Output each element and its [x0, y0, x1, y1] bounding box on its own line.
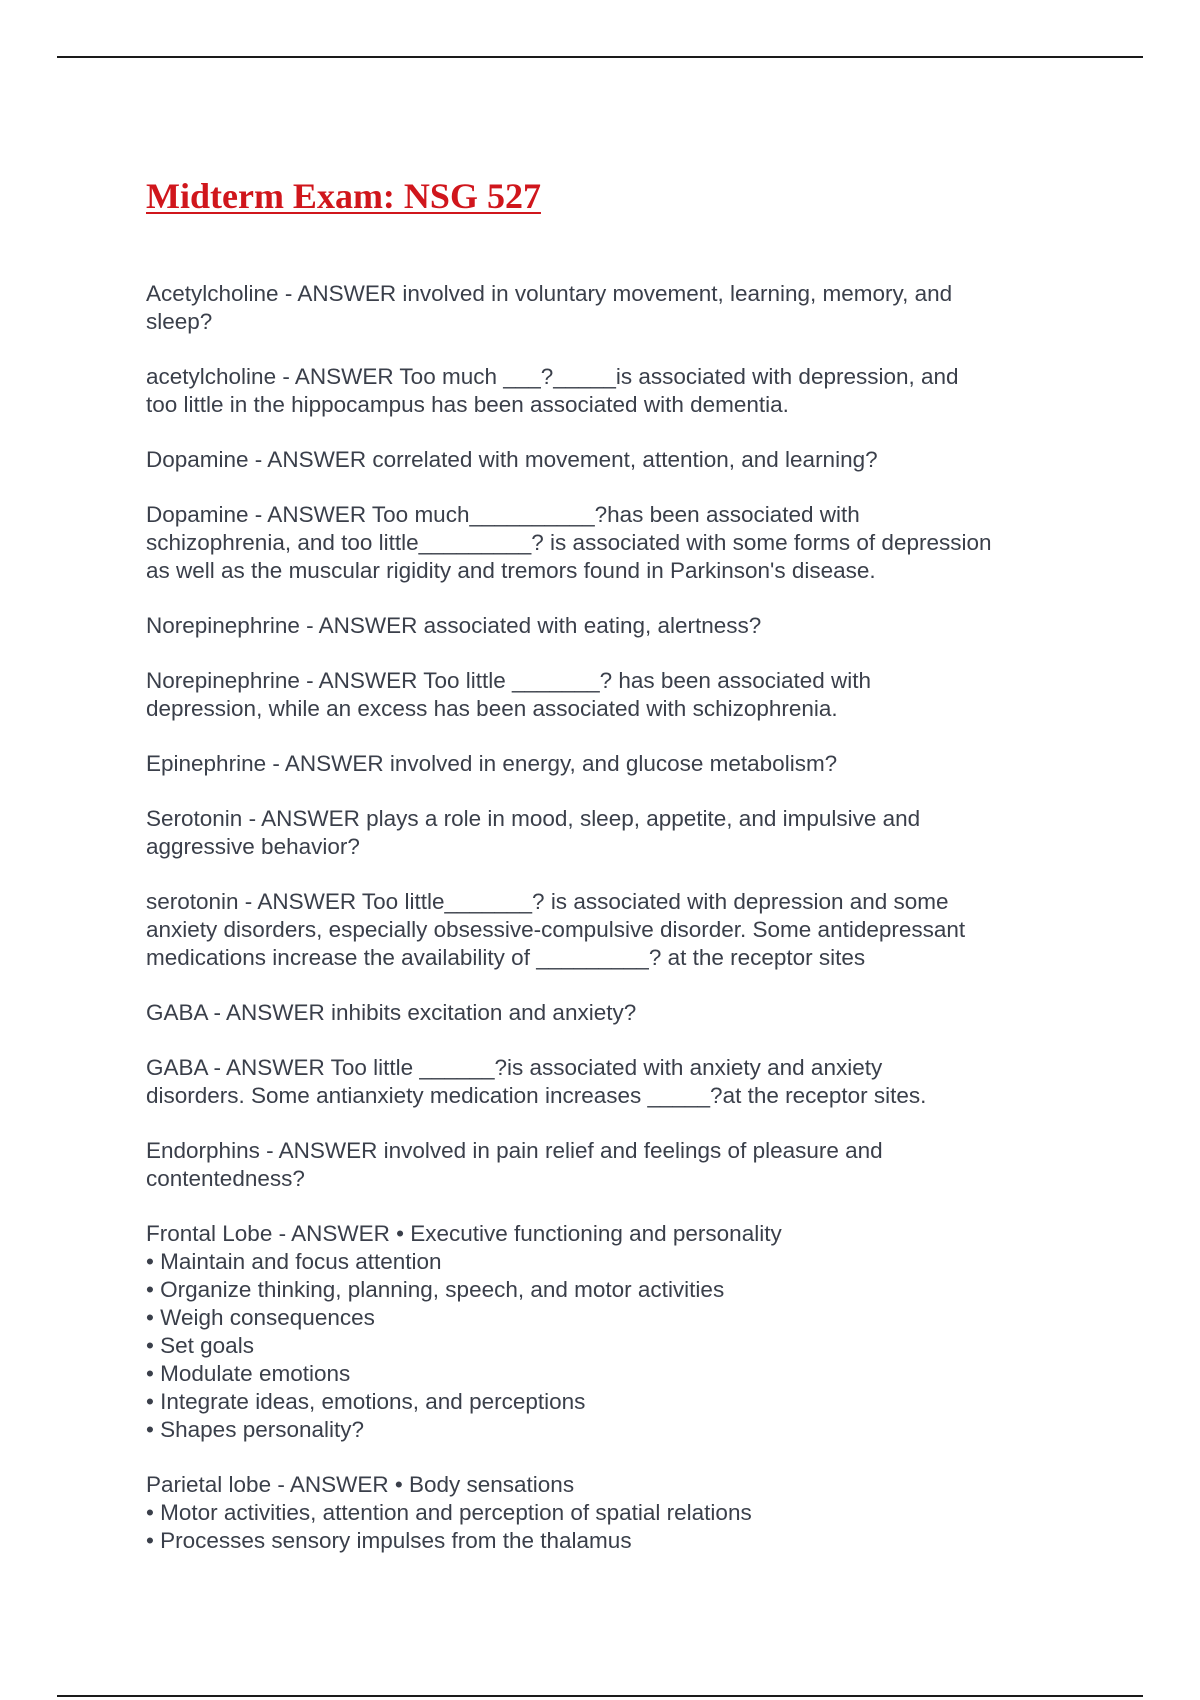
document-body [146, 172, 1076, 1582]
qa-entry-line: Parietal lobe - ANSWER • Body sensations [146, 1472, 575, 1497]
qa-entry-line: Norepinephrine - ANSWER associated with eating, alertness? [146, 613, 762, 638]
qa-entry [146, 1054, 1076, 1110]
qa-entry [146, 501, 1076, 585]
page-title: Midterm Exam: NSG 527 [146, 176, 541, 216]
qa-entry-line: as well as the muscular rigidity and tremors found in Parkinson's disease. [146, 558, 876, 583]
qa-entry [146, 612, 1076, 640]
qa-entry-line: Norepinephrine - ANSWER Too little _______? has been associated with [146, 668, 872, 693]
qa-entry [146, 888, 1076, 972]
qa-entry-line: • Integrate ideas, emotions, and perceptions [146, 1389, 586, 1414]
qa-entry-line: Endorphins - ANSWER involved in pain relief and feelings of pleasure and [146, 1138, 883, 1163]
qa-list [146, 280, 1076, 1555]
qa-entry [146, 999, 1076, 1027]
qa-entry [146, 1137, 1076, 1193]
qa-entry-line: sleep? [146, 309, 213, 334]
qa-entry-line: schizophrenia, and too little_________? is associated with some forms of depression [146, 530, 992, 555]
qa-entry-line: Frontal Lobe - ANSWER • Executive functioning and personality [146, 1221, 782, 1246]
qa-entry-line: • Maintain and focus attention [146, 1249, 442, 1274]
qa-entry-line: • Processes sensory impulses from the thalamus [146, 1528, 632, 1553]
qa-entry [146, 1471, 1076, 1555]
qa-entry-line: Dopamine - ANSWER Too much__________?has been associated with [146, 502, 860, 527]
qa-entry [146, 280, 1076, 336]
qa-entry-line: GABA - ANSWER Too little ______?is associated with anxiety and anxiety [146, 1055, 883, 1080]
qa-entry-line: • Organize thinking, planning, speech, and motor activities [146, 1277, 725, 1302]
qa-entry-line: depression, while an excess has been associated with schizophrenia. [146, 696, 838, 721]
qa-entry-line: Acetylcholine - ANSWER involved in voluntary movement, learning, memory, and [146, 281, 953, 306]
qa-entry [146, 667, 1076, 723]
qa-entry-line: GABA - ANSWER inhibits excitation and anxiety? [146, 1000, 637, 1025]
qa-entry-line: Epinephrine - ANSWER involved in energy, and glucose metabolism? [146, 751, 838, 776]
qa-entry-line: serotonin - ANSWER Too little_______? is associated with depression and some [146, 889, 949, 914]
qa-entry-line: • Modulate emotions [146, 1361, 351, 1386]
qa-entry-line: too little in the hippocampus has been associated with dementia. [146, 392, 789, 417]
qa-entry-line: acetylcholine - ANSWER Too much ___?_____is associated with depression, and [146, 364, 959, 389]
qa-entry [146, 363, 1076, 419]
top-divider [57, 56, 1143, 58]
qa-entry [146, 446, 1076, 474]
qa-entry-line: medications increase the availability of _________? at the receptor sites [146, 945, 866, 970]
qa-entry-line: disorders. Some antianxiety medication increases _____?at the receptor sites. [146, 1083, 927, 1108]
qa-entry [146, 805, 1076, 861]
qa-entry-line: contentedness? [146, 1166, 305, 1191]
qa-entry-line: • Shapes personality? [146, 1417, 365, 1442]
qa-entry [146, 1220, 1076, 1444]
qa-entry [146, 750, 1076, 778]
qa-entry-line: • Weigh consequences [146, 1305, 375, 1330]
qa-entry-line: • Set goals [146, 1333, 254, 1358]
qa-entry-line: Dopamine - ANSWER correlated with movement, attention, and learning? [146, 447, 878, 472]
qa-entry-line: • Motor activities, attention and perception of spatial relations [146, 1500, 752, 1525]
bottom-divider [57, 1695, 1143, 1697]
qa-entry-line: Serotonin - ANSWER plays a role in mood, sleep, appetite, and impulsive and [146, 806, 921, 831]
qa-entry-line: anxiety disorders, especially obsessive-compulsive disorder. Some antidepressant [146, 917, 966, 942]
qa-entry-line: aggressive behavior? [146, 834, 360, 859]
